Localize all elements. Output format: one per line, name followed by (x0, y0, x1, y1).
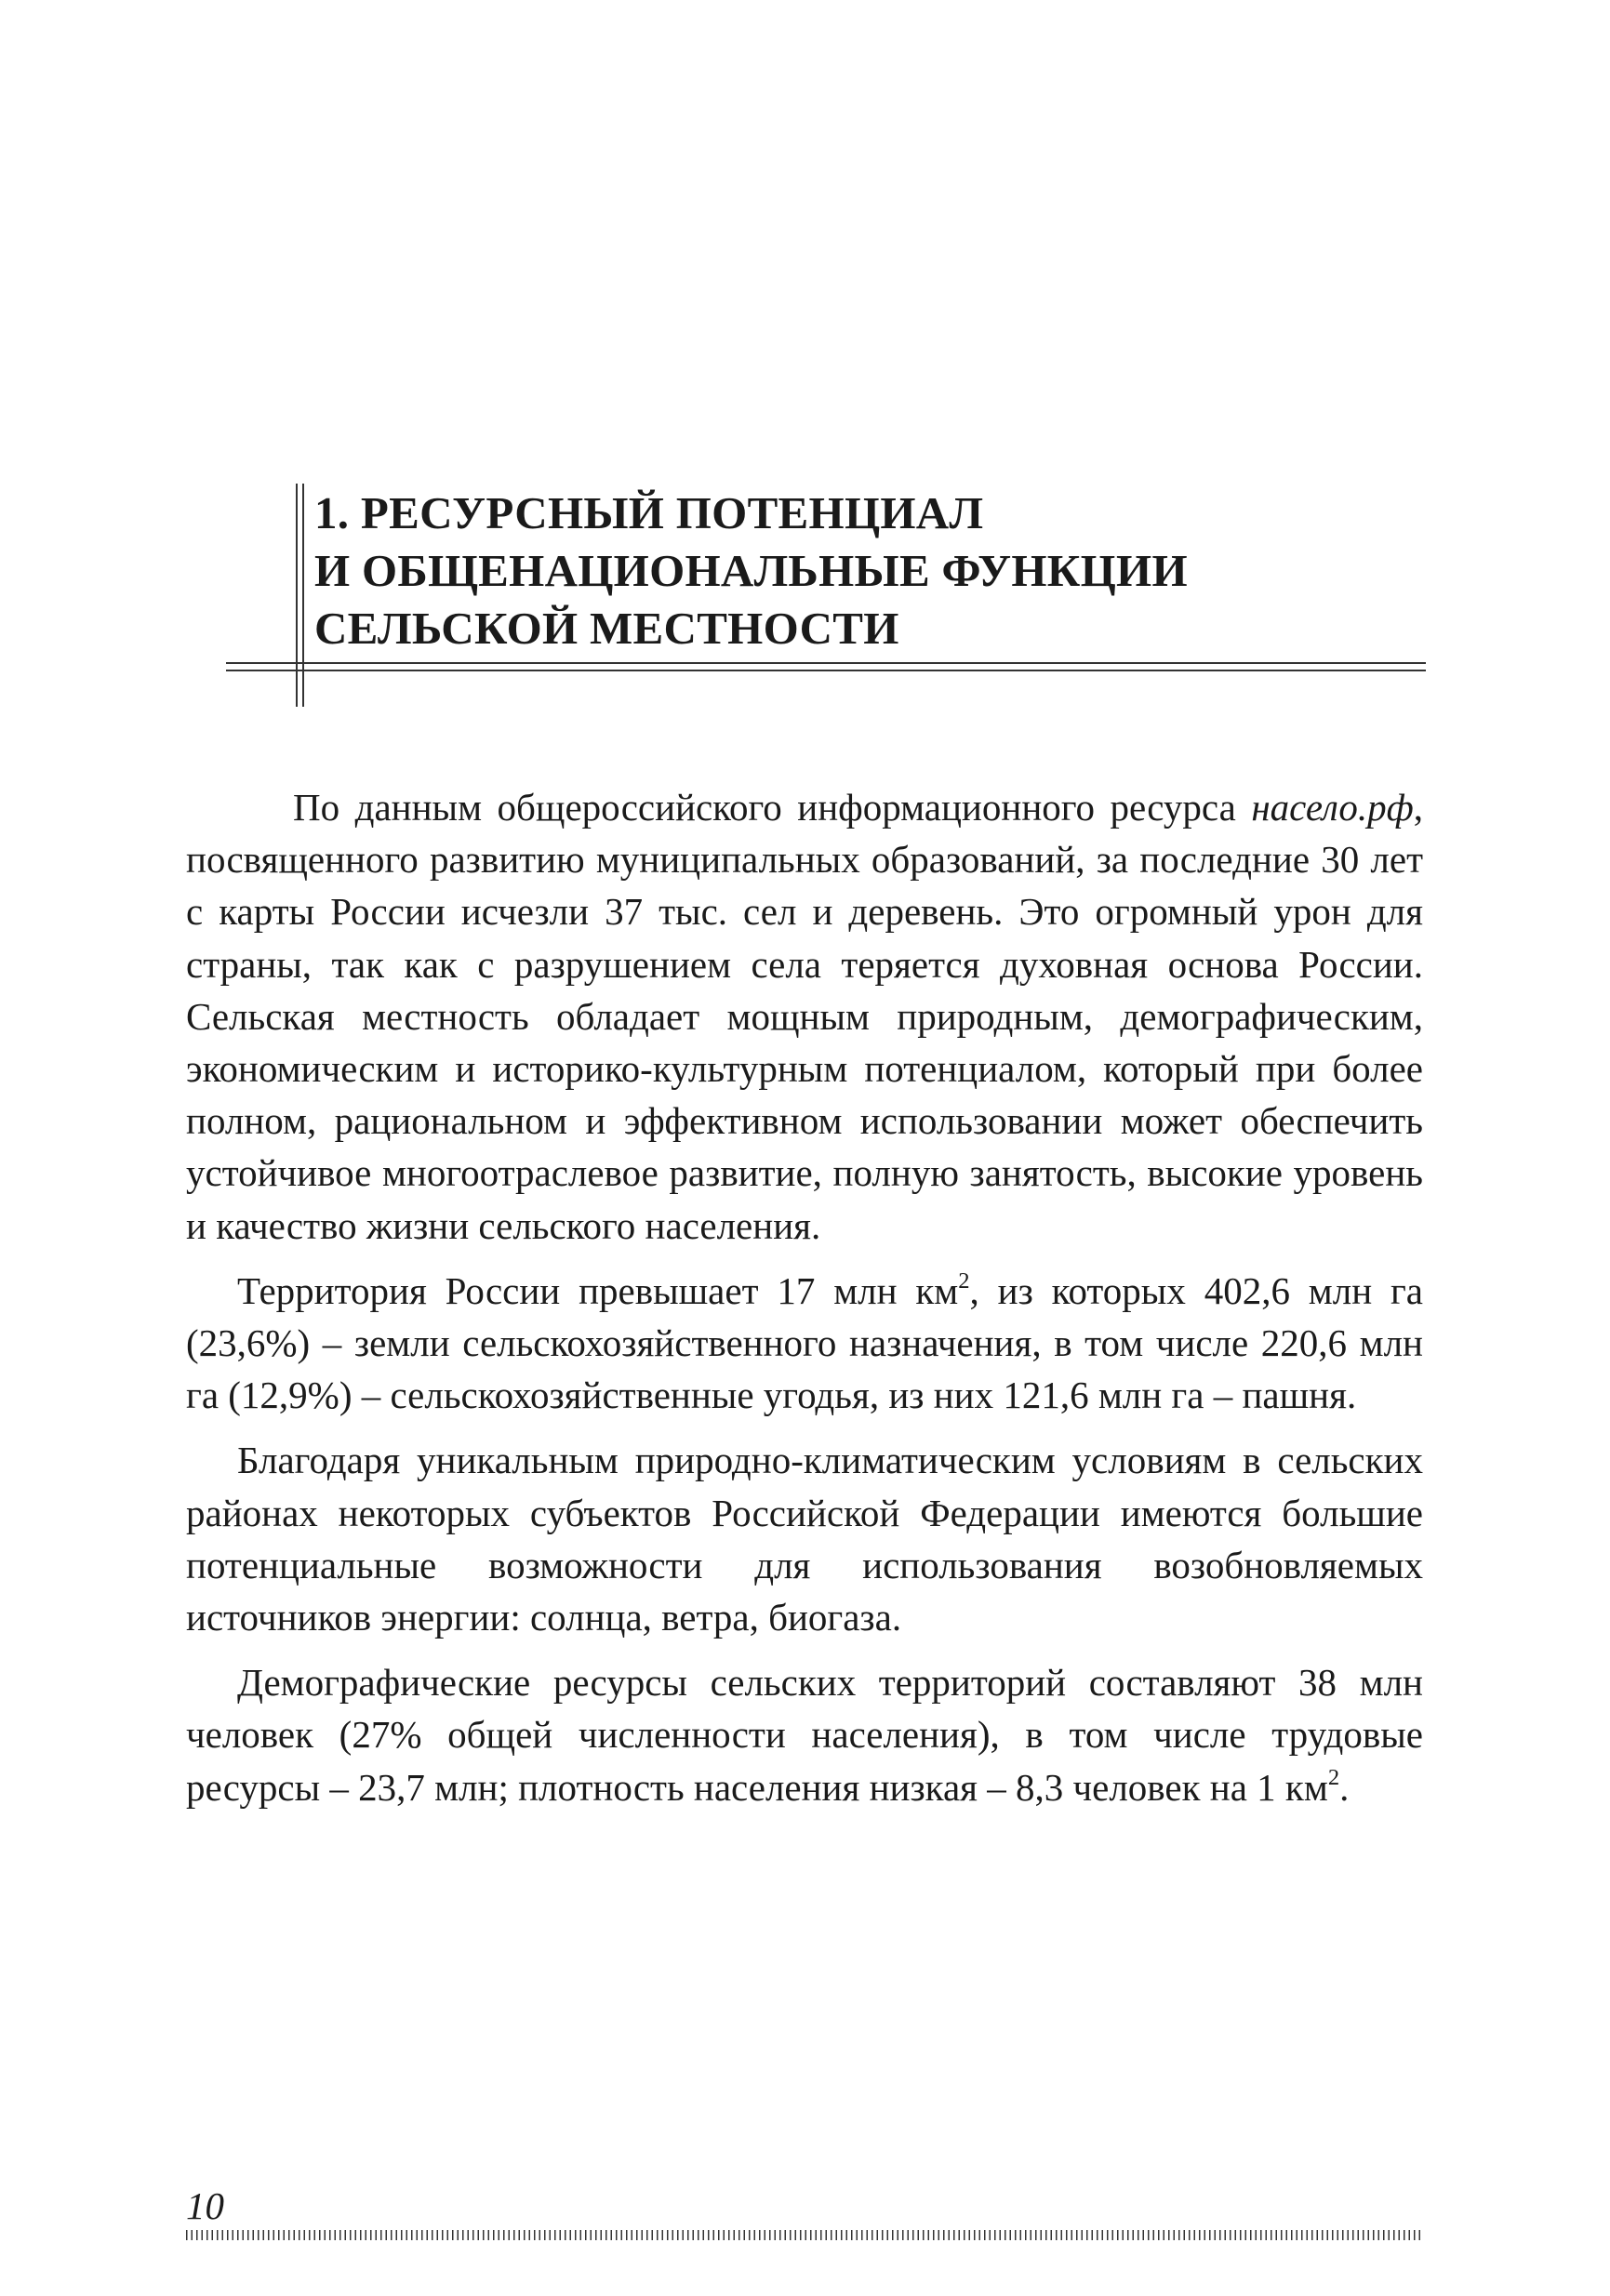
body-text (186, 781, 1423, 1826)
chapter-title (314, 484, 1384, 657)
footer-decorative-rule (186, 2230, 1423, 2240)
heading-horizontal-rule (226, 662, 1426, 664)
paragraph-1-text-rest: , посвященного развитию муниципальных образований, за последние 30 лет с карты России исчезли 37 тыс. сел и деревень. Это огромный урон для страны, так как с разрушением села теряется духовная основа России. Сельская местность обладает мощным природным, демографическим, экономическим и историко-культурным потенциалом, который при более полном, рациональном и эффективном использовании может обеспечить устойчивое многоотраслевое развитие, полную занятость, высокие уровень и качество жизни сельского населения. (186, 786, 1423, 1247)
chapter-title-line-2: И ОБЩЕНАЦИОНАЛЬНЫЕ ФУНКЦИИ (314, 545, 1188, 596)
chapter-title-line-3: СЕЛЬСКОЙ МЕСТНОСТИ (314, 603, 899, 654)
chapter-title-text: РЕСУРСНЫЙ ПОТЕНЦИАЛ (360, 487, 984, 538)
heading-vertical-rule (296, 484, 298, 707)
paragraph-1 (186, 781, 1423, 1252)
page-number: 10 (186, 2184, 224, 2227)
paragraph-3: Благодаря уникальным природно-климатическим условиям в сельских районах некоторых субъектов Российской Федерации имеются большие потенциальные возможности для использования возобновляемых источников энергии: солнца, ветра, биогаза. (186, 1439, 1423, 1639)
superscript: 2 (1327, 1764, 1340, 1790)
chapter-number: 1. (314, 487, 350, 538)
site-name: насело.рф (1251, 786, 1414, 829)
paragraph-1-text: По данным общероссийского информационного ресурса (293, 786, 1252, 829)
paragraph-2 (186, 1265, 1423, 1422)
paragraph-2-text: Территория России превышает 17 млн км (237, 1268, 959, 1312)
paragraph-4 (186, 1656, 1423, 1813)
superscript: 2 (958, 1267, 970, 1294)
paragraph-2-text-rest: , из которых 402,6 млн га (23,6%) – земли сельскохозяйственного назначения, в том числе 220,6 млн га (12,9%) – сельскохозяйственные угодья, из них 121,6 млн га – пашня. (186, 1268, 1423, 1417)
paragraph-4-text: Демографические ресурсы сельских территорий составляют 38 млн человек (27% общей численности населения), в том числе трудовые ресурсы – 23,7 млн; плотность населения низкая – 8,3 человек на 1 км (186, 1661, 1423, 1809)
paragraph-4-text-rest: . (1339, 1765, 1350, 1809)
heading-vertical-rule (302, 484, 304, 707)
chapter-title-line-1 (314, 484, 1384, 542)
heading-horizontal-rule (226, 670, 1426, 671)
